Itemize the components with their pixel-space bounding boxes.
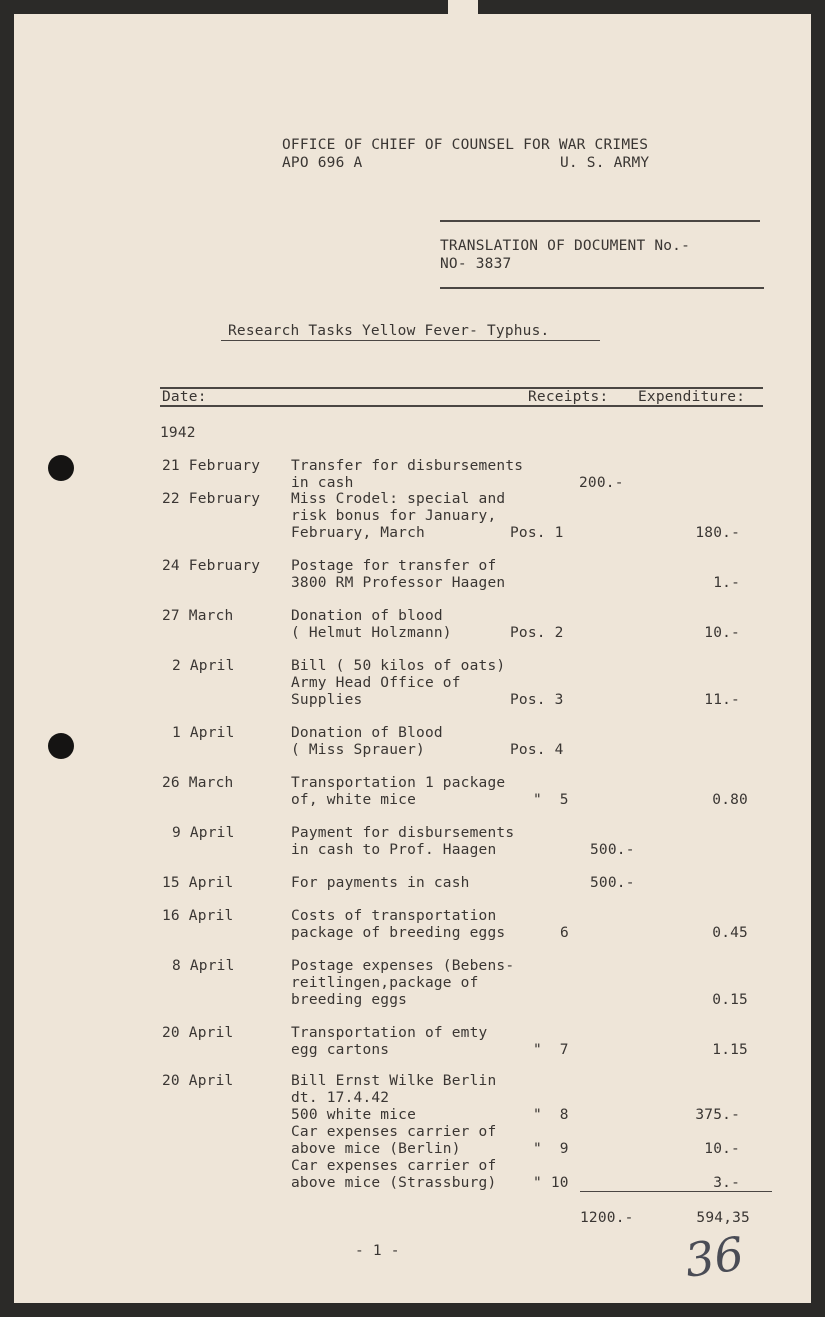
office-line-1: OFFICE OF CHIEF OF COUNSEL FOR WAR CRIMES	[282, 137, 649, 153]
entry-description: Bill ( 50 kilos of oats) Army Head Office of Supplies	[291, 658, 506, 708]
entry-date: 21 February	[162, 458, 261, 474]
total-expenditure: 594,35	[696, 1210, 750, 1226]
column-date-header: Date:	[162, 389, 207, 405]
entry-description: Postage for transfer of 3800 RM Professor Haagen	[291, 558, 506, 591]
entry-receipt: 200.-	[579, 475, 624, 491]
entry-expense: 180.-	[695, 525, 740, 541]
entry-description: Costs of transportation package of breeding eggs	[291, 908, 506, 941]
entry-position: Pos. 2	[510, 625, 564, 641]
column-header-rule-bottom	[160, 405, 763, 407]
translation-line-2: NO- 3837	[440, 256, 512, 272]
entry-date: 24 February	[162, 558, 261, 574]
office-line-2-left: APO 696 A	[282, 155, 363, 171]
entry-description: Transfer for disbursements in cash	[291, 458, 524, 491]
entry-description: Postage expenses (Bebens- reitlingen,package of breeding eggs	[291, 958, 515, 1008]
title-underline	[221, 340, 600, 341]
entry-position: 6	[560, 925, 569, 941]
entry-description: Bill Ernst Wilke Berlin dt. 17.4.42 500 white mice Car expenses carrier of above mice (Berlin) Car expenses carrier of above mice (Strassburg)	[291, 1073, 497, 1191]
totals-rule	[580, 1191, 772, 1192]
entry-description: Donation of Blood ( Miss Sprauer)	[291, 725, 443, 758]
translation-rule-top	[440, 220, 760, 222]
document-title: Research Tasks Yellow Fever- Typhus.	[228, 323, 550, 339]
total-receipts: 1200.-	[580, 1210, 634, 1226]
entry-position: " 10	[533, 1175, 569, 1191]
entry-expense: 11.-	[704, 692, 740, 708]
entry-position: " 8	[533, 1107, 569, 1123]
entry-description: Payment for disbursements in cash to Prof. Haagen	[291, 825, 515, 858]
entry-date: 22 February	[162, 491, 261, 507]
entry-date: 16 April	[162, 908, 234, 924]
entry-position: Pos. 1	[510, 525, 564, 541]
punch-hole-top	[48, 455, 74, 481]
entry-expense: 0.15	[712, 992, 748, 1008]
punch-hole-bottom	[48, 733, 74, 759]
office-line-2-right: U. S. ARMY	[560, 155, 650, 171]
entry-description: Donation of blood ( Helmut Holzmann)	[291, 608, 452, 641]
entry-date: 27 March	[162, 608, 234, 624]
translation-rule-bottom	[440, 287, 764, 289]
entry-expense: 1.-	[713, 575, 740, 591]
entry-date: 2 April	[172, 658, 235, 674]
entry-receipt: 500.-	[590, 875, 635, 891]
entry-description: For payments in cash	[291, 875, 470, 891]
entry-date: 1 April	[172, 725, 235, 741]
entry-date: 9 April	[172, 825, 235, 841]
handwritten-page-mark: 36	[681, 1226, 748, 1288]
column-expenditure-header: Expenditure:	[638, 389, 746, 405]
year-label: 1942	[160, 425, 196, 441]
page-number: - 1 -	[355, 1243, 400, 1259]
entry-expense: 10.-	[704, 625, 740, 641]
column-receipts-header: Receipts:	[528, 389, 609, 405]
entry-expense: 10.-	[704, 1141, 740, 1157]
entry-expense: 0.80	[712, 792, 748, 808]
entry-expense: 3.-	[713, 1175, 740, 1191]
entry-date: 26 March	[162, 775, 234, 791]
staple-mark	[448, 0, 478, 14]
entry-expense: 375.-	[695, 1107, 740, 1123]
entry-position: " 5	[533, 792, 569, 808]
entry-date: 20 April	[162, 1025, 234, 1041]
translation-line-1: TRANSLATION OF DOCUMENT No.-	[440, 238, 691, 254]
entry-position: Pos. 4	[510, 742, 564, 758]
entry-expense: 1.15	[712, 1042, 748, 1058]
entry-date: 8 April	[172, 958, 235, 974]
entry-position: Pos. 3	[510, 692, 564, 708]
entry-expense: 0.45	[712, 925, 748, 941]
entry-receipt: 500.-	[590, 842, 635, 858]
entry-description: Transportation 1 package of, white mice	[291, 775, 506, 808]
entry-description: Transportation of emty egg cartons	[291, 1025, 488, 1058]
entry-date: 15 April	[162, 875, 234, 891]
entry-position: " 9	[533, 1141, 569, 1157]
entry-date: 20 April	[162, 1073, 234, 1089]
entry-position: " 7	[533, 1042, 569, 1058]
entry-description: Miss Crodel: special and risk bonus for January, February, March	[291, 491, 506, 541]
